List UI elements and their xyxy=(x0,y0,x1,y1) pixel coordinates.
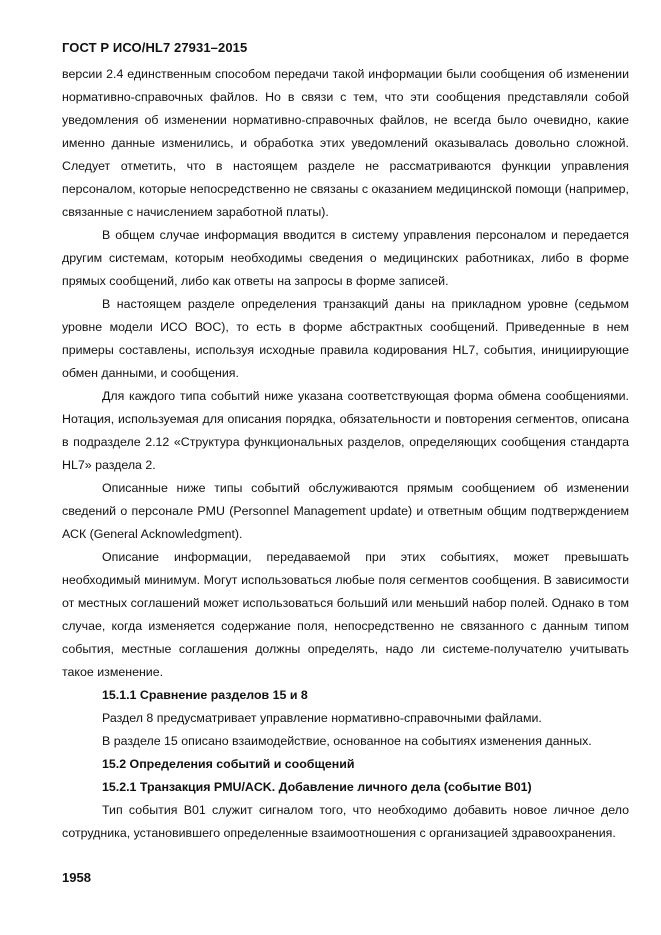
standard-header: ГОСТ Р ИСО/HL7 27931–2015 xyxy=(62,40,248,55)
paragraph: Описанные ниже типы событий обслуживаются прямым сообщением об изменении сведений о персонале PMU (Personnel Management update) и ответным общим подтверждением АСК (General Acknowledgment). xyxy=(62,481,629,541)
section-heading-15-2: 15.2 Определения событий и сообщений xyxy=(102,757,355,771)
page-number: 1958 xyxy=(62,870,91,885)
paragraph: Раздел 8 предусматривает управление нормативно-справочными файлами. xyxy=(102,711,542,725)
paragraph: Для каждого типа событий ниже указана соответствующая форма обмена сообщениями. Нотация, используемая для описания порядка, обязательности и повторения сегментов, описана в подразделе 2.12 «Структура функциональных разделов, определяющих сообщения стандарта HL7» раздела 2. xyxy=(62,389,629,472)
paragraph: В общем случае информация вводится в систему управления персоналом и передается другим системам, которым необходимы сведения о медицинских работниках, либо в форме прямых сообщений, либо как ответы на запросы в форме записей. xyxy=(62,228,629,288)
paragraph: В разделе 15 описано взаимодействие, основанное на событиях изменения данных. xyxy=(102,734,592,748)
paragraph-continued: версии 2.4 единственным способом передачи такой информации были сообщения об изменении нормативно-справочных файлов. Но в связи с тем, что эти сообщения представляли собой уведомления об изменении нормативно-справочных файлов, не всегда было очевидно, какие именно данные изменились, и обработка этих уведомлений оказывалась довольно сложной. Следует отметить, что в настоящем разделе не рассматриваются функции управления персоналом, которые непосредственно не связаны с оказанием медицинской помощи (например, связанные с начислением заработной платы). xyxy=(62,67,629,219)
paragraph: Тип события В01 служит сигналом того, что необходимо добавить новое личное дело сотрудника, установившего определенные взаимоотношения с организацией здравоохранения. xyxy=(62,803,629,840)
section-heading-15-2-1: 15.2.1 Транзакция PMU/ACK. Добавление личного дела (событие В01) xyxy=(102,780,532,794)
paragraph: В настоящем разделе определения транзакций даны на прикладном уровне (седьмом уровне модели ИСО ВОС), то есть в форме абстрактных сообщений. Приведенные в нем примеры составлены, используя исходные правила кодирования HL7, события, инициирующие обмен данными, и сообщения. xyxy=(62,297,629,380)
paragraph: Описание информации, передаваемой при этих событиях, может превышать необходимый минимум. Могут использоваться любые поля сегментов сообщения. В зависимости от местных соглашений может использоваться больший или меньший набор полей. Однако в том случае, когда изменяется содержание поля, непосредственно не связанного с данным типом события, местные соглашения должны определять, надо ли системе-получателю учитывать такое изменение. xyxy=(62,550,629,679)
body-text xyxy=(62,63,629,845)
section-heading-15-1-1: 15.1.1 Сравнение разделов 15 и 8 xyxy=(102,688,308,702)
